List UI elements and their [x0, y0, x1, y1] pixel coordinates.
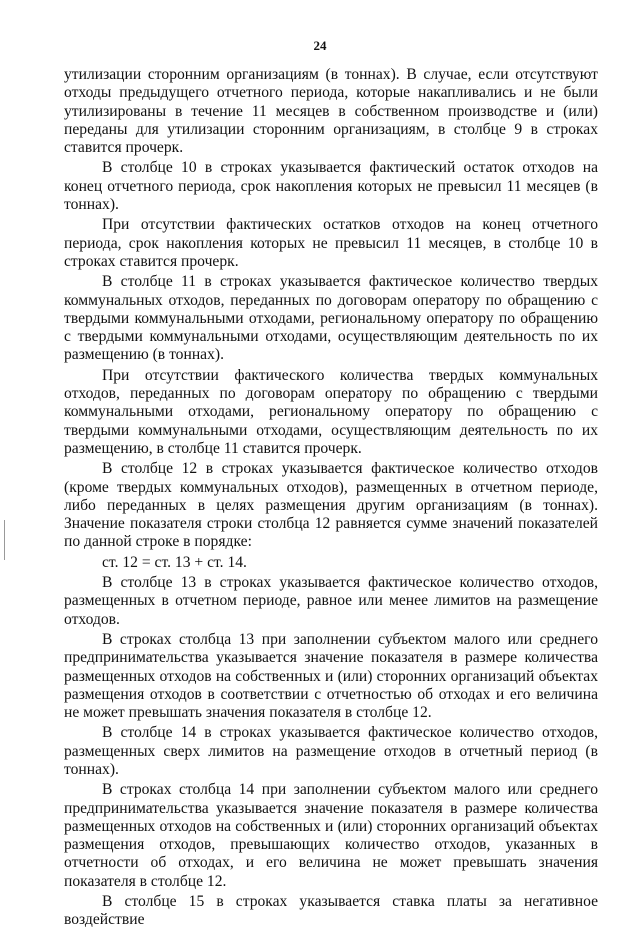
- paragraph-10: В столбце 14 в строках указывается фактическое количество отходов, размещенных сверх лимитов на размещение отходов в отчетный период (в тоннах).: [64, 724, 598, 778]
- paragraph-5: При отсутствии фактического количества твердых коммунальных отходов, переданных по договорам оператору по обращению с твердыми коммунальными отходами, региональному оператору по обращению с твердыми коммунальными отходами, осуществляющим деятельность по их размещению, в столбце 11 ставится прочерк.: [64, 366, 598, 457]
- paragraph-1: утилизации сторонним организациям (в тоннах). В случае, если отсутствуют отходы предыдущего отчетного периода, которые накапливались и не были утилизированы в течение 11 месяцев в собственном производстве и (или) переданы для утилизации сторонним организациям, в столбце 9 в строках ставится прочерк.: [64, 66, 598, 157]
- paragraph-12: В столбце 15 в строках указывается ставка платы за негативное воздействие: [64, 893, 598, 929]
- paragraph-9: В строках столбца 13 при заполнении субъектом малого или среднего предпринимательства указывается значение показателя в размере количества размещенных отходов на собственных и (или) сторонних организаций объектах размещения отходов в соответствии с отчетностью об отходах и его величина не может превышать значения показателя в столбце 12.: [64, 630, 598, 722]
- page-number: 24: [313, 38, 327, 53]
- document-body: [64, 66, 598, 932]
- paragraph-6: В столбце 12 в строках указывается фактическое количество отходов (кроме твердых коммунальных отходов), размещенных в отчетном периоде, либо переданных в целях размещения другим организациям (в тоннах). Значение показателя строки столбца 12 равняется сумме значений показателей по данной строке в порядке:: [64, 460, 598, 551]
- scan-edge-mark: [4, 520, 5, 560]
- paragraph-11: В строках столбца 14 при заполнении субъектом малого или среднего предпринимательства указывается значение показателя в размере количества размещенных отходов на собственных и (или) сторонних организаций объектах размещения отходов, превышающих количество отходов, указанных в отчетности об отходах, и его величина не может превышать значения показателя в столбце 12.: [64, 781, 598, 890]
- paragraph-2: В столбце 10 в строках указывается фактический остаток отходов на конец отчетного периода, срок накопления которых не превысил 11 месяцев (в тоннах).: [64, 159, 598, 214]
- formula-line: ст. 12 = ст. 13 + ст. 14.: [102, 553, 247, 571]
- paragraph-3: При отсутствии фактических остатков отходов на конец отчетного периода, срок накопления которых не превысил 11 месяцев, в столбце 10 в строках ставится прочерк.: [64, 216, 598, 270]
- paragraph-4: В столбце 11 в строках указывается фактическое количество твердых коммунальных отходов, переданных по договорам оператору по обращению с твердыми коммунальными отходами, региональному оператору по обращению с твердыми коммунальными отходами, осуществляющим деятельность по их размещению (в тоннах).: [64, 273, 598, 364]
- paragraph-8: В столбце 13 в строках указывается фактическое количество отходов, размещенных в отчетном периоде, равное или менее лимитов на размещение отходов.: [64, 574, 598, 628]
